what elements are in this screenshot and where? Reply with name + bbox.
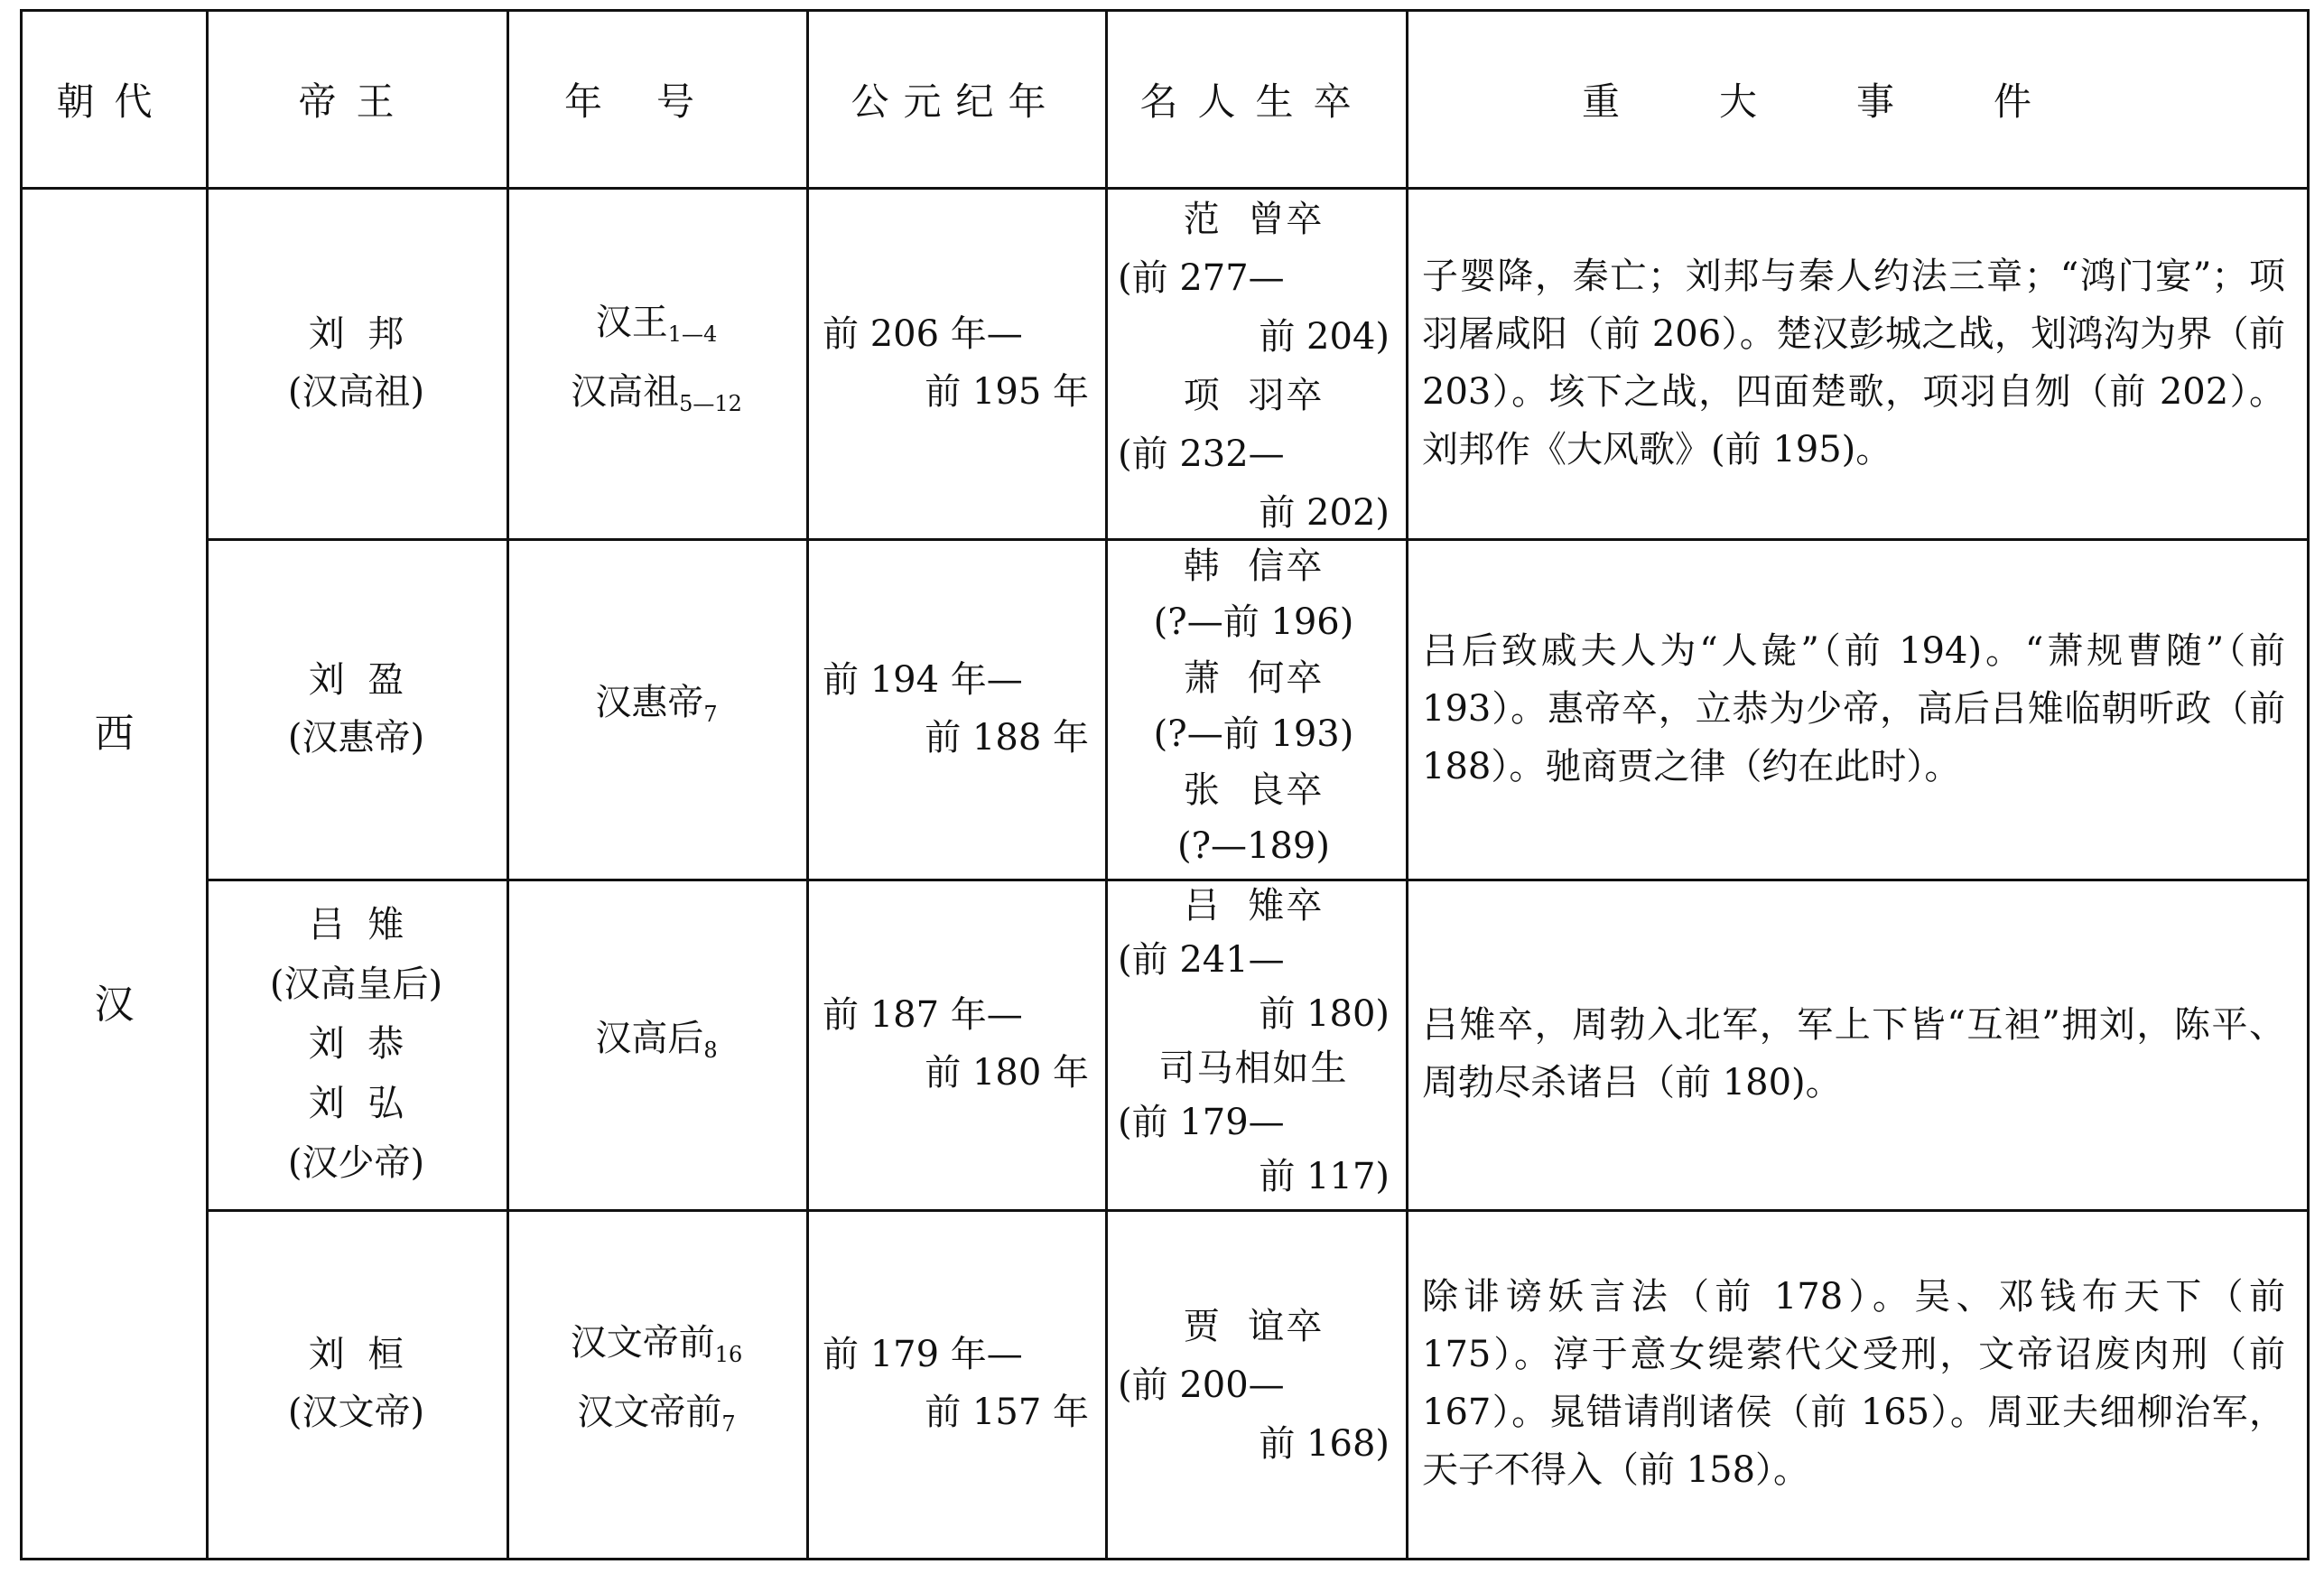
era-item: 汉文帝前$_{16}$	[570, 1322, 743, 1367]
era-item: 汉高后$_8$	[595, 1017, 718, 1063]
row3-ruler	[206, 879, 507, 1209]
person-line: 萧 何卒	[1183, 657, 1325, 699]
ruler-title: (汉惠帝)	[287, 716, 425, 759]
row3-people	[1105, 879, 1406, 1209]
person-line: (前 179—	[1118, 1102, 1285, 1143]
header-era: 年号	[563, 79, 748, 124]
header-events: 重大事件	[1581, 79, 2131, 124]
header-people: 名人生卒	[1139, 79, 1371, 124]
person-line: 前 117)	[1259, 1156, 1390, 1197]
person-line: 项 羽卒	[1183, 375, 1325, 416]
ruler-name: 吕 雉	[308, 904, 404, 945]
event-text: 吕后致戚夫人为“人彘”（前 194)。“萧规曹随”（前 193）。惠帝卒，立恭为少帝，高后吕雉临朝听政（前 188）。驰商贾之律（约在此时）。	[1422, 629, 2285, 787]
ruler-name: 刘 弘	[308, 1083, 404, 1124]
row2-years	[806, 538, 1105, 879]
row4-events	[1406, 1209, 2307, 1558]
person-line: (?—前 196)	[1153, 601, 1354, 643]
row3-era	[507, 879, 806, 1209]
year-start: 前 179 年—	[823, 1334, 1023, 1375]
row3-years	[806, 879, 1105, 1209]
year-end: 前 180 年	[925, 1052, 1089, 1094]
year-end: 前 157 年	[925, 1392, 1089, 1433]
person-line: (前 277—	[1118, 257, 1285, 299]
row3-events	[1406, 879, 2307, 1209]
row4-ruler	[206, 1209, 507, 1558]
person-line: 贾 谊卒	[1183, 1305, 1325, 1347]
person-line: (?—前 193)	[1153, 713, 1354, 755]
dynasty-char-2: 汉	[94, 982, 135, 1028]
person-line: (前 200—	[1118, 1364, 1285, 1406]
person-line: 前 202)	[1259, 492, 1390, 534]
person-line: (前 241—	[1118, 939, 1285, 981]
header-years: 公元纪年	[851, 79, 1061, 124]
person-line: 前 168)	[1259, 1422, 1390, 1465]
person-line: 吕 雉卒	[1183, 885, 1325, 927]
person-line: 前 180)	[1259, 993, 1390, 1035]
era-item: 汉高祖$_{5—12}$	[571, 370, 742, 416]
person-line: 前 204)	[1259, 316, 1390, 358]
dynasty-char-1: 西	[94, 711, 135, 757]
era-item: 汉文帝前$_7$	[577, 1392, 736, 1437]
year-start: 前 206 年—	[823, 312, 1023, 355]
row2-events	[1406, 538, 2307, 879]
year-start: 前 194 年—	[823, 658, 1023, 701]
person-line: 范 曾卒	[1183, 199, 1325, 240]
year-end: 前 188 年	[925, 716, 1089, 759]
row1-events	[1406, 187, 2307, 538]
header-dynasty: 朝代	[56, 79, 172, 124]
row2-era	[507, 538, 806, 879]
row1-era	[507, 187, 806, 538]
ruler-name: 刘 桓	[308, 1334, 404, 1375]
row4-years	[806, 1209, 1105, 1558]
person-line: (?—189)	[1176, 825, 1330, 867]
ruler-name: 刘 盈	[308, 658, 404, 701]
event-text: 子婴降，秦亡；刘邦与秦人约法三章；“鸿门宴”；项羽屠咸阳（前 206）。楚汉彭城之战，划鸿沟为界（前 203）。垓下之战，四面楚歌，项羽自刎（前 202）。刘邦作《大风歌》(前 195)。	[1422, 255, 2285, 470]
header-ruler: 帝王	[298, 79, 414, 124]
ruler-title: (汉少帝)	[287, 1142, 425, 1184]
row1-years	[806, 187, 1105, 538]
person-line: 司马相如生	[1158, 1048, 1349, 1089]
event-text: 吕雉卒，周勃入北军，军上下皆“互袒”拥刘，陈平、周勃尽杀诸吕（前 180)。	[1422, 1004, 2285, 1103]
row4-era	[507, 1209, 806, 1558]
ruler-title: (汉文帝)	[287, 1392, 425, 1433]
year-start: 前 187 年—	[823, 994, 1023, 1036]
row1-people	[1105, 187, 1406, 538]
person-line: 韩 信卒	[1183, 545, 1325, 587]
row2-ruler	[206, 538, 507, 879]
era-item: 汉王$_{1—4}$	[595, 301, 718, 347]
row1-ruler	[206, 187, 507, 538]
person-line: 张 良卒	[1183, 769, 1325, 811]
ruler-title: (汉高祖)	[287, 370, 425, 413]
ruler-name: 刘 恭	[308, 1023, 404, 1065]
year-end: 前 195 年	[925, 370, 1089, 413]
ruler-name: 刘 邦	[308, 312, 404, 355]
person-line: (前 232—	[1118, 433, 1285, 475]
row2-people	[1105, 538, 1406, 879]
ruler-title: (汉高皇后)	[269, 964, 443, 1005]
row4-people	[1105, 1209, 1406, 1558]
chronology-table	[20, 9, 2310, 1560]
era-item: 汉惠帝$_7$	[595, 682, 718, 727]
event-text: 除诽谤妖言法（前 178）。吴、邓钱布天下（前 175）。淳于意女缇萦代父受刑，文帝诏废肉刑（前 167）。晁错请削诸侯（前 165）。周亚夫细柳治军，天子不得入（前 158）。	[1422, 1276, 2285, 1491]
